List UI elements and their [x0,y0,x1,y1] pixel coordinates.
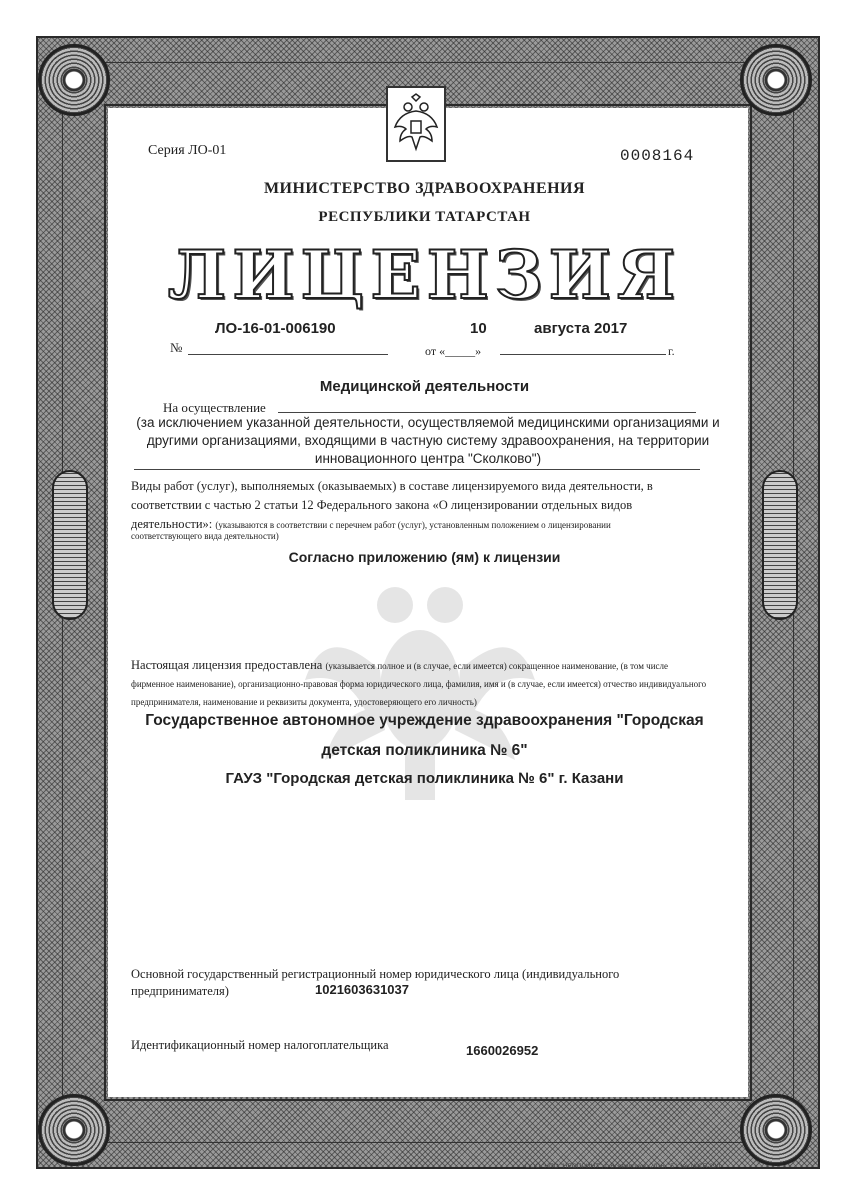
activity-underline [278,412,696,413]
series-label: Серия ЛО-01 [148,143,227,158]
printer-imprint: ООО "НПО "НЕОПРИНТ", г. Всеволожск, 2016, "Б" Зак.№СП-290 [525,1163,721,1170]
works-text: Виды работ (услуг), выполняемых (оказываемых) в составе лицензируемого вида деятельности, в соответствии с частью 2 статьи 12 Федерального закона «О лицензировании отдельных видов деятельности»: [131,479,653,531]
license-number: ЛО-16-01-006190 [215,320,336,337]
document-title: ЛИЦЕНЗИЯ [167,236,682,314]
activity-description: (за исключением указанной деятельности, осуществляемой медицинскими организациями и другими организациями, входящими в частную систему здравоохранения, на территории инновационного центра "Сколково") [136,415,720,466]
ministry-name-line1: МИНИСТЕРСТВО ЗДРАВООХРАНЕНИЯ [263,180,586,197]
works-value: Согласно приложению (ям) к лицензии [288,549,561,565]
corner-rosette-top-left [38,44,110,116]
license-day: 10 [470,320,487,337]
works-note-tail: соответствующего вида деятельности) [131,531,279,541]
license-month-year: августа 2017 [534,320,628,337]
year-suffix: г. [668,344,675,358]
corner-rosette-bottom-right [740,1094,812,1166]
ogrn-value: 1021603631037 [315,982,409,997]
side-ornament-right [762,470,798,620]
licensee-label-note: (указывается полное и (в случае, если имеется) сокращенное наименование, (в том числе фирменное наименование), организационно-правовая форма юридического лица, фамилия, имя и (в случае, если имеется) отчество индивидуального предпринимателя, наименование и реквизиты документа, удостоверяющего его личность) [131,661,707,707]
date-underline [500,354,666,355]
inn-value: 1660026952 [466,1043,539,1058]
licensee-label-block [131,657,711,711]
licensee-label: Настоящая лицензия предоставлена [131,658,323,672]
activity-title: Медицинской деятельности [319,378,530,395]
ministry-name-line2: РЕСПУБЛИКИ ТАТАРСТАН [318,209,531,225]
ogrn-label: Основной государственный регистрационный номер юридического лица (индивидуального предпринимателя) [131,967,620,998]
licensee-short-name: ГАУЗ "Городская детская поликлиника № 6" г. Казани [225,770,624,787]
document-number: 0008164 [620,147,695,165]
state-emblem-icon [386,86,446,162]
activity-separator [134,469,700,470]
licensee-full-name-line2: детская поликлиника № 6" [321,742,528,759]
licensee-full-name-line1: Государственное автономное учреждение здравоохранения "Городская [145,712,704,729]
corner-rosette-bottom-left [38,1094,110,1166]
activity-label: На осуществление [163,400,266,415]
corner-rosette-top-right [740,44,812,116]
number-label: № [170,340,183,355]
date-prefix: от «_____» [425,344,482,358]
works-description [131,477,711,535]
works-note: (указываются в соответствии с перечнем работ (услуг), установленным положением о лицензировании [215,520,611,530]
inn-label: Идентификационный номер налогоплательщика [131,1038,389,1052]
number-underline [188,354,388,355]
side-ornament-left [52,470,88,620]
